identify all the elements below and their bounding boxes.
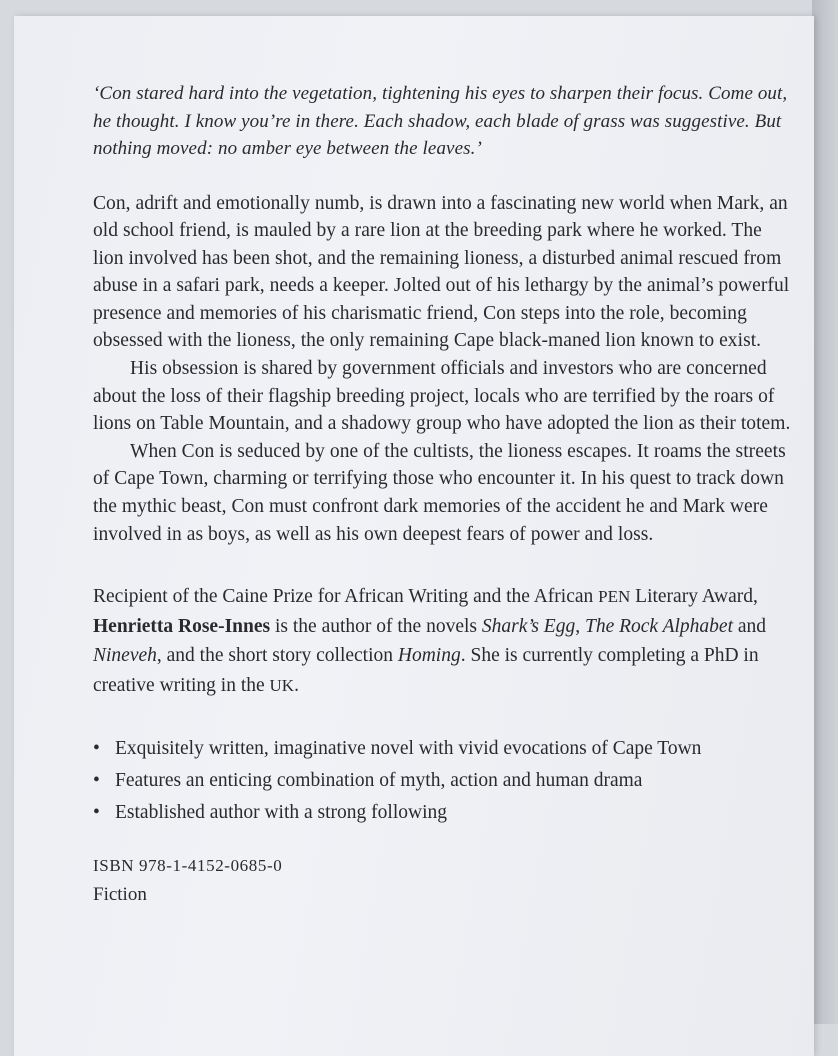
bio-text: Recipient of the Caine Prize for African Writing and the African bbox=[93, 586, 599, 608]
author-name: Henrietta Rose-Innes bbox=[93, 615, 271, 637]
selling-point-text: Exquisitely written, imaginative novel with vivid evocations of Cape Town bbox=[115, 738, 702, 760]
selling-point bbox=[93, 797, 793, 829]
isbn: ISBN 978-1-4152-0685-0 bbox=[93, 856, 283, 876]
book-edge-shadow bbox=[812, 0, 838, 1024]
selling-point-text: Features an enticing combination of myth, action and human drama bbox=[115, 770, 643, 792]
bio-text: . bbox=[294, 674, 299, 696]
excerpt-quote: ‘Con stared hard into the vegetation, tightening his eyes to sharpen their focus. Come out, he thought. I know you’re in there. Each shadow, each blade of grass was suggestive. But nothing moved: no amber eye between the leaves.’ bbox=[93, 83, 788, 159]
author-bio bbox=[93, 582, 793, 700]
book-title: Shark’s Egg bbox=[481, 615, 576, 637]
selling-point-text: Established author with a strong following bbox=[115, 802, 447, 824]
book-title: Homing bbox=[397, 645, 461, 667]
bio-text: is the author of the novels bbox=[270, 615, 482, 637]
book-title: Nineveh bbox=[93, 645, 157, 667]
selling-point bbox=[93, 765, 793, 797]
book-title: The Rock Alphabet bbox=[584, 615, 733, 637]
bullet-icon: • bbox=[93, 770, 100, 792]
bio-uk: UK bbox=[269, 675, 295, 695]
back-cover-content bbox=[93, 80, 793, 909]
bio-text: , bbox=[575, 615, 585, 637]
bio-text: , and the short story collection bbox=[156, 645, 398, 667]
bio-text: Literary Award, bbox=[630, 586, 758, 608]
synopsis bbox=[93, 190, 793, 549]
bullet-icon: • bbox=[93, 802, 100, 824]
bio-text: . She is currently completing a PhD in creative writing in the bbox=[93, 645, 759, 696]
synopsis-paragraph-1: Con, adrift and emotionally numb, is drawn into a fascinating new world when Mark, an old school friend, is mauled by a rare lion at the breeding park where he worked. The lion involved has been shot, and the remaining lioness, a disturbed animal rescued from abuse in a safari park, needs a keeper. Jolted out of his lethargy by the animal’s powerful presence and memories of his charismatic friend, Con steps into the role, becoming obsessed with the lioness, the only remaining Cape black-maned lion known to exist. bbox=[93, 192, 790, 352]
bullet-icon: • bbox=[93, 738, 100, 760]
category: Fiction bbox=[93, 884, 147, 906]
selling-point bbox=[93, 733, 793, 765]
bio-pen: PEN bbox=[598, 587, 631, 607]
book-meta bbox=[93, 851, 793, 909]
synopsis-paragraph-3: When Con is seduced by one of the cultists, the lioness escapes. It roams the streets of Cape Town, charming or terrifying those who encounter it. In his quest to track down the mythic beast, Con must confront dark memories of the accident he and Mark were involved in as boys, as well as his own deepest fears of power and loss. bbox=[93, 440, 786, 545]
back-cover bbox=[14, 16, 814, 1056]
synopsis-paragraph-2: His obsession is shared by government officials and investors who are concerned about the loss of their flagship breeding project, locals who are terrified by the roars of lions on Table Mountain, and a shadowy group who have adopted the lion as their totem. bbox=[93, 358, 791, 435]
bio-text: and bbox=[733, 615, 767, 637]
selling-points bbox=[93, 733, 793, 829]
